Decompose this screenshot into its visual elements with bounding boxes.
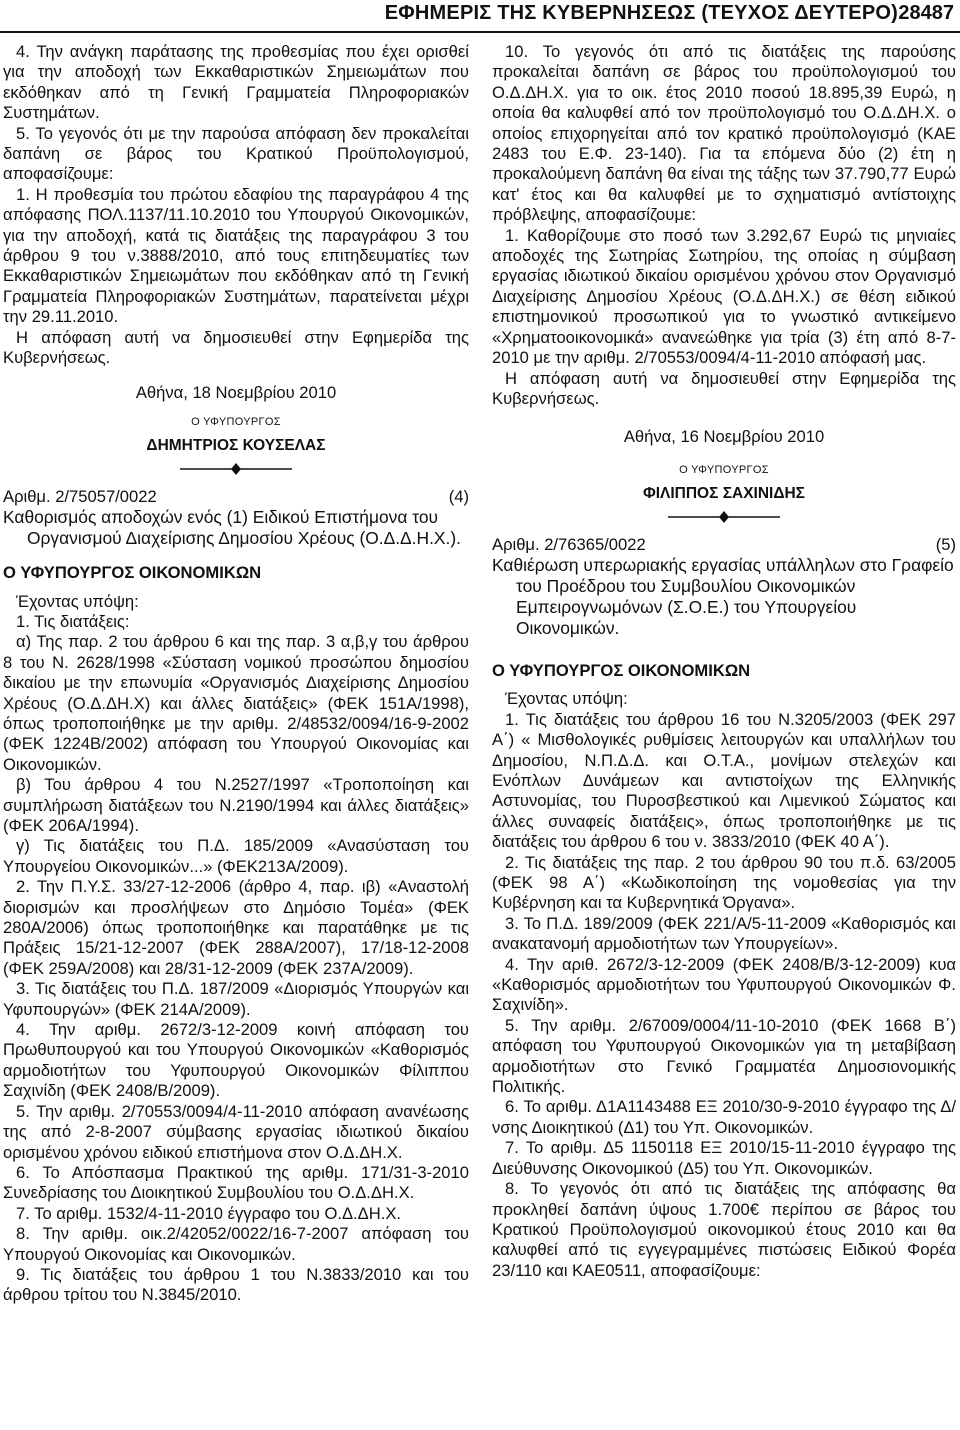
- paragraph: Η απόφαση αυτή να δημοσιευθεί στην Εφημερίδα της Κυβερνήσεως.: [3, 327, 469, 368]
- signatory-role: Ο ΥΦΥΠΟΥΡΓΟΣ: [191, 415, 281, 428]
- signatory-name: ΦΙΛΙΠΠΟΣ ΣΑΧΙΝΙΔΗΣ: [642, 485, 805, 503]
- paragraph: 1. Τις διατάξεις:: [16, 611, 130, 631]
- paragraph: α) Της παρ. 2 του άρθρου 6 και της παρ. 3 α,β,γ του άρθρου 8 του Ν. 2628/1998 «Σύσταση νομικού προσώπου δημοσίου δικαίου με την επωνυμία «Οργανισμός Διαχείρισης Δημοσίου Χρέους (Ο.Δ.ΔΗ.Χ) και άλλες διατάξεις» (ΦΕΚ 151Α/1998), όπως τροποποιήθηκε με την αριθμ. 2/48532/0094/16-9-2002 (ΦΕΚ 1224Β/2002) απόφαση του Υπουργού Οικονομίας και Οικονομικών.: [3, 632, 469, 774]
- decision-index: (4): [448, 486, 469, 506]
- paragraph: 7. Το αριθμ. 1532/4-11-2010 έγγραφο του Ο.Δ.ΔΗ.Χ.: [16, 1203, 402, 1223]
- header-rule: [0, 31, 960, 33]
- paragraph: 5. Το γεγονός ότι με την παρούσα απόφαση δεν προκαλείται δαπάνη σε βάρος του Κρατικού Προϋπολογισμού, αποφασίζουμε:: [3, 123, 469, 184]
- paragraph: 4. Την ανάγκη παράτασης της προθεσμίας που έχει ορισθεί για την αποδοχή των Εκκαθαριστικών Σημειωμάτων που εκδόθηκαν από τη Γενική Γραμματεία Πληροφοριακών Συστημάτων.: [3, 42, 469, 123]
- section-separator: [3, 457, 469, 481]
- paragraph: β) Του άρθρου 4 του Ν.2527/1997 «Τροποποίηση και συμπλήρωση διατάξεων του Ν.2190/1994 και άλλες διατάξεις» (ΦΕΚ 206Α/1994).: [3, 775, 469, 835]
- place-date: Αθήνα, 18 Νοεμβρίου 2010: [135, 382, 337, 402]
- paragraph: 8. Την αριθμ. οικ.2/42052/0022/16-7-2007 απόφαση του Υπουργού Οικονομίας και Οικονομικών.: [3, 1224, 469, 1264]
- minister-heading: Ο ΥΦΥΠΟΥΡΓΟΣ ΟΙΚΟΝΟΜΙΚΩΝ: [492, 660, 751, 680]
- signatory-role: Ο ΥΦΥΠΟΥΡΓΟΣ: [679, 463, 769, 476]
- decision-index: (5): [935, 534, 956, 554]
- right-column: [492, 42, 956, 1281]
- page-number: 28487: [898, 2, 954, 24]
- left-column: [3, 42, 469, 1306]
- decision-title: Καθιέρωση υπερωριακής εργασίας υπάλληλων στο Γραφείο του Προέδρου του Συμβουλίου Οικονομικών Εμπειρογνωμόνων (Σ.Ο.Ε.) του Υπουργείου Οικονομικών.: [492, 554, 954, 638]
- signatory-name: ΔΗΜΗΤΡΙΟΣ ΚΟΥΣΕΛΑΣ: [146, 437, 326, 455]
- paragraph: 4. Την αριθ. 2672/3-12-2009 (ΦΕΚ 2408/Β/3-12-2009) κυα «Καθορισμός αρμοδιοτήτων του Υφυπουργού Οικονομικών Φ. Σαχινίδη».: [492, 954, 956, 1015]
- paragraph: Η απόφαση αυτή να δημοσιευθεί στην Εφημερίδα της Κυβερνήσεως.: [492, 368, 956, 408]
- paragraph: 5. Την αριθμ. 2/70553/0094/4-11-2010 απόφαση ανανέωσης της από 2-8-2007 σύμβασης εργασίας ιδιωτικού δικαίου ορισμένου χρόνου ειδικού επιστήμονα στον Ο.Δ.ΔΗ.Χ.: [3, 1101, 469, 1162]
- paragraph: 6. Το Απόσπασμα Πρακτικού της αριθμ. 171/31-3-2010 Συνεδρίασης του Διοικητικού Συμβουλίου του Ο.Δ.ΔΗ.Χ.: [3, 1162, 469, 1203]
- paragraph: 5. Την αριθμ. 2/67009/0004/11-10-2010 (ΦΕΚ 1668 Β΄) απόφαση του Υφυπουργού Οικονομικών για τη μεταβίβαση αρμοδιοτήτων στο Γενικό Γραμματέα Δημοσιονομικής Πολιτικής.: [492, 1015, 956, 1097]
- section-separator: [492, 505, 956, 529]
- paragraph: 6. Το αριθμ. Δ1Α1143488 ΕΞ 2010/30-9-2010 έγγραφο της Δ/νσης Διοικητικού (Δ1) του Υπ. Οικονομικών.: [492, 1097, 956, 1137]
- considering-label: Έχοντας υπόψη:: [16, 591, 139, 611]
- paragraph: 2. Τις διατάξεις της παρ. 2 του άρθρου 90 του π.δ. 63/2005 (ΦΕΚ 98 Α΄) «Κωδικοποίηση της νομοθεσίας για την Κυβέρνηση και τα Κυβερνητικά Όργανα».: [492, 852, 956, 913]
- considering-label: Έχοντας υπόψη:: [505, 689, 628, 709]
- decision-number-row: [3, 487, 469, 507]
- paragraph: γ) Τις διατάξεις του Π.Δ. 185/2009 «Ανασύσταση του Υπουργείου Οικονομικών...» (ΦΕΚ213Α/2009).: [3, 836, 469, 876]
- decision-number: Αριθμ. 2/76365/0022: [492, 534, 646, 554]
- paragraph: 2. Την Π.Υ.Σ. 33/27-12-2006 (άρθρο 4, παρ. ιβ) «Αναστολή διορισμών και προσλήψεων στο Δημόσιο Τομέα» (ΦΕΚ 280Α/2006) όπως τροποποιήθηκε και παρατάθηκε με τις Πράξεις 15/21-12-2007 (ΦΕΚ 288Α/2007), 17/18-12-2008 (ΦΕΚ 259Α/2008) και 28/31-12-2009 (ΦΕΚ 237Α/2009).: [3, 877, 469, 978]
- paragraph: 1. Τις διατάξεις του άρθρου 16 του Ν.3205/2003 (ΦΕΚ 297 Α΄) « Μισθολογικές ρυθμίσεις λειτουργών και υπαλλήλων του Δημοσίου, Ν.Π.Δ.Δ. και Ο.Τ.Α., μονίμων στελεχών και Ενόπλων Δυνάμεων και αντιστοίχων της Ελληνικής Αστυνομίας, του Πυροσβεστικού και Λιμενικού Σώματος και άλλες συναφείς διατάξεις», όπως τροποποιήθηκε με τις διατάξεις του άρθρου 6 του ν. 3833/2010 (ΦΕΚ 40 Α΄).: [492, 709, 956, 852]
- minister-heading: Ο ΥΦΥΠΟΥΡΓΟΣ ΟΙΚΟΝΟΜΙΚΩΝ: [3, 563, 262, 583]
- paragraph: 10. Το γεγονός ότι από τις διατάξεις της παρούσης προκαλείται δαπάνη σε βάρος του προϋπολογισμού του Ο.Δ.ΔΗ.Χ. για το οικ. έτος 2010 ποσού 18.895,39 Ευρώ, η οποία θα καλυφθεί από τον προϋπολογισμό του Ο.Δ.ΔΗ.Χ. ο οποίος επιχορηγείται από τον κρατικό προϋπολογισμό (ΚΑΕ 2483 του Ε.Φ. 23-140). Για τα επόμενα δύο (2) έτη η προκαλούμενη δαπάνη θα είναι της τάξης των 37.790,77 Ευρώ κατ' έτος και θα καλυφθεί με το σχηματισμό αντίστοιχης πρόβλεψης, αποφασίζουμε:: [492, 42, 956, 225]
- gazette-header-title: ΕΦΗΜΕΡΙΣ ΤΗΣ ΚΥΒΕΡΝΗΣΕΩΣ (ΤΕΥΧΟΣ ΔΕΥΤΕΡΟ): [384, 2, 898, 24]
- decision-title: Καθορισμός αποδοχών ενός (1) Ειδικού Επιστήμονα του Οργανισμού Διαχείρισης Δημοσίου Χρέους (Ο.Δ.Δ.Η.Χ.).: [3, 507, 461, 549]
- paragraph: 4. Την αριθμ. 2672/3-12-2009 κοινή απόφαση του Πρωθυπουργού και του Υπουργού Οικονομικών «Καθορισμός αρμοδιοτήτων του Υφυπουργού Οικονομικών Φίλιππου Σαχινίδη (ΦΕΚ 2408/Β/2009).: [3, 1020, 469, 1101]
- paragraph: 3. Το Π.Δ. 189/2009 (ΦΕΚ 221/Α/5-11-2009 «Καθορισμός και ανακατανομή αρμοδιοτήτων των Υπουργείων».: [492, 913, 956, 954]
- place-date: Αθήνα, 16 Νοεμβρίου 2010: [623, 427, 825, 447]
- paragraph: 1. Η προθεσμία του πρώτου εδαφίου της παραγράφου 4 της απόφασης ΠΟΛ.1137/11.10.2010 του Υπουργού Οικονομικών, για την αποδοχή, κατά τις διατάξεις της παραγράφου 3 του άρθρου 9 του ν.3888/2010, από τους επιτηδευματίες των Εκκαθαριστικών Σημειωμάτων που εκδόθηκαν από τη Γενική Γραμματεία Πληροφοριακών Συστημάτων, παρατείνεται μέχρι την 29.11.2010.: [3, 184, 469, 327]
- decision-number: Αριθμ. 2/75057/0022: [3, 486, 157, 506]
- paragraph: 8. Το γεγονός ότι από τις διατάξεις της απόφασης θα προκληθεί δαπάνη ύψους 1.700€ περίπου σε βάρος του Κρατικού Προϋπολογισμού οικονομικού έτους 2010 και θα καλυφθεί από τις εγγεγραμμένες πιστώσεις Ειδικού Φορέα 23/110 και ΚΑΕ0511, αποφασίζουμε:: [492, 1179, 956, 1280]
- paragraph: 7. Το αριθμ. Δ5 1150118 ΕΞ 2010/15-11-2010 έγγραφο της Διεύθυνσης Οικονομικού (Δ5) του Υπ. Οικονομικών.: [492, 1138, 956, 1178]
- paragraph: 9. Τις διατάξεις του άρθρου 1 του Ν.3833/2010 και του άρθρου τρίτου του Ν.3845/2010.: [3, 1264, 469, 1305]
- paragraph: 1. Καθορίζουμε στο ποσό των 3.292,67 Ευρώ τις μηνιαίες αποδοχές της Σωτηρίας Σωτηρίου, της οποίας η σύμβαση εργασίας ιδιωτικού δικαίου ορισμένου χρόνου στον Οργανισμό Διαχείρισης Δημοσίου Χρέους (Ο.Δ.ΔΗ.Χ.) σε θέση ειδικού επιστημονικού προσωπικού για το γνωστικό αντικείμενο «Χρηματοοικονομικά» ανανεώθηκε για τρία (3) έτη από 8-7-2010 με την αριθμ. 2/70553/0094/4-11-2010 απόφασή μας.: [492, 225, 956, 368]
- decision-number-row: [492, 535, 956, 555]
- paragraph: 3. Τις διατάξεις του Π.Δ. 187/2009 «Διορισμός Υπουργών και Υφυπουργών» (ΦΕΚ 214Α/2009).: [3, 979, 469, 1019]
